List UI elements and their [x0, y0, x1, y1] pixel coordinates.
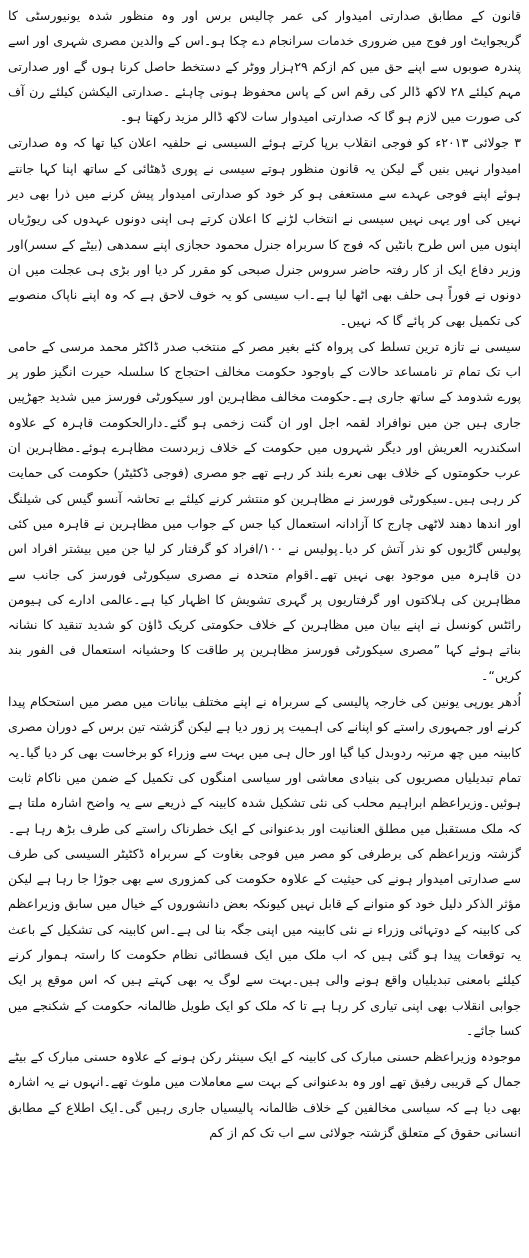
paragraph-candidate-requirements: قانون کے مطابق صدارتی امیدوار کی عمر چالیس برس اور وہ منظور شدہ یونیورسٹی کا گریجوایٹ اور فوج میں ضروری خدمات سرانجام دے چکا ہو۔اس کے والدین مصری شہری اور اسے پندرہ صوبوں سے اپنے حق میں کم ازکم ۲۹ہزار ووٹر کے دستخط حاصل کرنا ہوں گے اور صدارتی مہم کیلئے ۲۸ لاکھ ڈالر کی رقم اس کے پاس محفوظ ہونی چاہئے ۔صدارتی الیکشن کیلئے رن آف کی صورت میں لازم ہو گا کہ صدارتی امیدوار سات لاکھ ڈالر مزید رکھتا ہو۔ [8, 8, 521, 125]
paragraph-prime-minister: موجودہ وزیراعظم حسنی مبارک کی کابینہ کے ایک سینئر رکن ہونے کے علاوہ حسنی مبارک کے بیٹے جمال کے قریبی رفیق تھے اور وہ بدعنوانی کے بہت سے معاملات میں ملوث تھے۔انہوں نے یہ اشارہ بھی دیا ہے کہ سیاسی مخالفین کے خلاف ظالمانہ پالیسیاں جاری رہیں گی۔ایک اطلاع کے مطابق انسانی حقوق کے متعلق گزشتہ جولائی سے اب تک کم از کم [8, 1049, 521, 1141]
paragraph-eu-cabinet: اُدھر یورپی یونین کی خارجہ پالیسی کے سربراہ نے اپنے مختلف بیانات میں مصر میں استحکام پیدا کرنے اور جمہوری راستے کو اپنانے کی اہمیت پر زور دیا ہے لیکن گزشتہ تین برس کے دوران مصری کابینہ میں چھ مرتبہ ردوبدل کیا گیا اور حال ہی میں بہت سے وزراء کو برخاست بھی کر دیا گیا۔یہ تمام تبدیلیاں مصریوں کی بنیادی معاشی اور سیاسی امنگوں کی تکمیل کے ضمن میں ناکام ثابت ہوئیں۔وزیراعظم ابراہیم محلب کی نئی تشکیل شدہ کابینہ کے ذریعے سے یہ واضح اشارہ ملتا ہے کہ ملک مستقبل میں مطلق العنانیت اور بدعنوانی کے ایک خطرناک راستے کی طرف بڑھ رہا ہے۔گزشتہ وزیراعظم کی برطرفی کو مصر میں فوجی بغاوت کے سربراہ ڈکٹیٹر السیسی کی طرف سے صدارتی امیدوار ہونے کی حیثیت کے علاوہ حکومت کی کمزوری سے بھی جوڑا جا رہا ہے لیکن مؤثر الذکر دلیل خود کو منوانے کے قابل نہیں کیونکہ بعض دانشوروں کے خیال میں سابق وزیراعظم کی کابینہ کے دوتہائی وزراء نے نئی کابینہ میں اپنی جگہ بنا لی ہے۔اس کابینہ کی تشکیل کے باعث یہ توقعات پیدا ہو گئی ہیں کہ اب ملک میں ایک فسطائی نظام حکومت کا راستہ ہموار کرنے کیلئے بامعنی تبدیلیاں واقع ہونے والی ہیں۔بہت سے لوگ یہ بھی کہتے ہیں کہ اس موقع پر ایک جوابی انقلاب بھی اپنی تیاری کر رہا ہے تا کہ ملک کو ایک طویل ظالمانہ حکومت کے شکنجے میں کسا جائے۔ [8, 694, 521, 1038]
paragraph-sisi-candidacy: ۳ جولائی ۲۰۱۳ء کو فوجی انقلاب برپا کرتے ہوئے السیسی نے حلفیہ اعلان کیا تھا کہ وہ صدارتی امیدوار نہیں بنیں گے لیکن یہ قانون منظور ہوتے سیسی نے پوری ڈھٹائی کے ساتھ اپنا کہا جانتے ہوئے اپنے فوجی عہدے سے مستعفی ہو کر خود کو صدارتی امیدوار پیش کرنے میں ذرا بھی دیر نہیں کی اور یہی نہیں سیسی نے انتخاب لڑنے کا اعلان کرتے ہی اپنی دونوں عہدوں کی ریوڑیاں اپنوں میں اس طرح بانٹیں کہ فوج کا سربراہ جنرل محمود حجازی اپنے سمدھی (بیٹے کے سسر)اور وزیر دفاع ایک از کار رفتہ حاضر سروس جنرل صبحی کو مقرر کر دیا اور بڑی ہی عجلت میں ان دونوں نے فوراً ہی حلف بھی اٹھا لیا ہے۔اب سیسی کو یہ خوف لاحق ہے کہ وہ اپنے ناپاک منصوبے کی تکمیل بھی کر پائے گا کہ نہیں۔ [8, 135, 521, 328]
paragraph-protests: سیسی نے تازہ ترین تسلط کی پرواہ کئے بغیر مصر کے منتخب صدر ڈاکٹر محمد مرسی کے حامی اب تک تمام تر نامساعد حالات کے باوجود حکومت مخالف احتجاج کا سلسلہ حیرت انگیز طور پر پورے شدومد کے ساتھ جاری ہے۔حکومت مخالف مظاہرین اور سیکورٹی فورسز میں شدید جھڑپیں جاری ہیں جن میں نوافراد لقمہ اجل اور ان گنت زخمی ہو گئے۔دارالحکومت قاہرہ کے علاوہ اسکندریہ العریش اور دیگر شہروں میں حکومت کے خلاف زبردست مظاہرے ہوئے۔مظاہرین ان عرب حکومتوں کے خلاف بھی نعرے بلند کر رہے تھے جو مصری (فوجی ڈکٹیٹر) حکومت کی حمایت کر رہی ہیں۔سیکورٹی فورسز نے مظاہرین کو منتشر کرنے کیلئے بے تحاشہ آنسو گیس کی شیلنگ اور اندھا دھند لاٹھی چارج کا آزادانہ استعمال کیا جس کے جواب میں مظاہرین نے قاہرہ میں کئی پولیس گاڑیوں کو نذر آتش کر دیا۔پولیس نے ۱۰۰/افراد کو گرفتار کر لیا جن میں بیشتر افراد اس دن قاہرہ میں موجود بھی نہیں تھے۔اقوام متحدہ نے مصری سیکورٹی فورسز کی جانب سے مظاہرین کی ہلاکتوں اور گرفتاریوں پر گہری تشویش کا اظہار کیا ہے۔عالمی ادارے کی ہیومن رائٹس کونسل نے اپنے بیان میں مظاہرین کے خلاف حکومتی کریک ڈاؤن کو شدید تنقید کا نشانہ بناتے ہوئے کہا ”مصری سیکورٹی فورسز مظاہرین پر طاقت کا وحشیانہ استعمال فی الفور بند کریں“۔ [8, 338, 521, 683]
